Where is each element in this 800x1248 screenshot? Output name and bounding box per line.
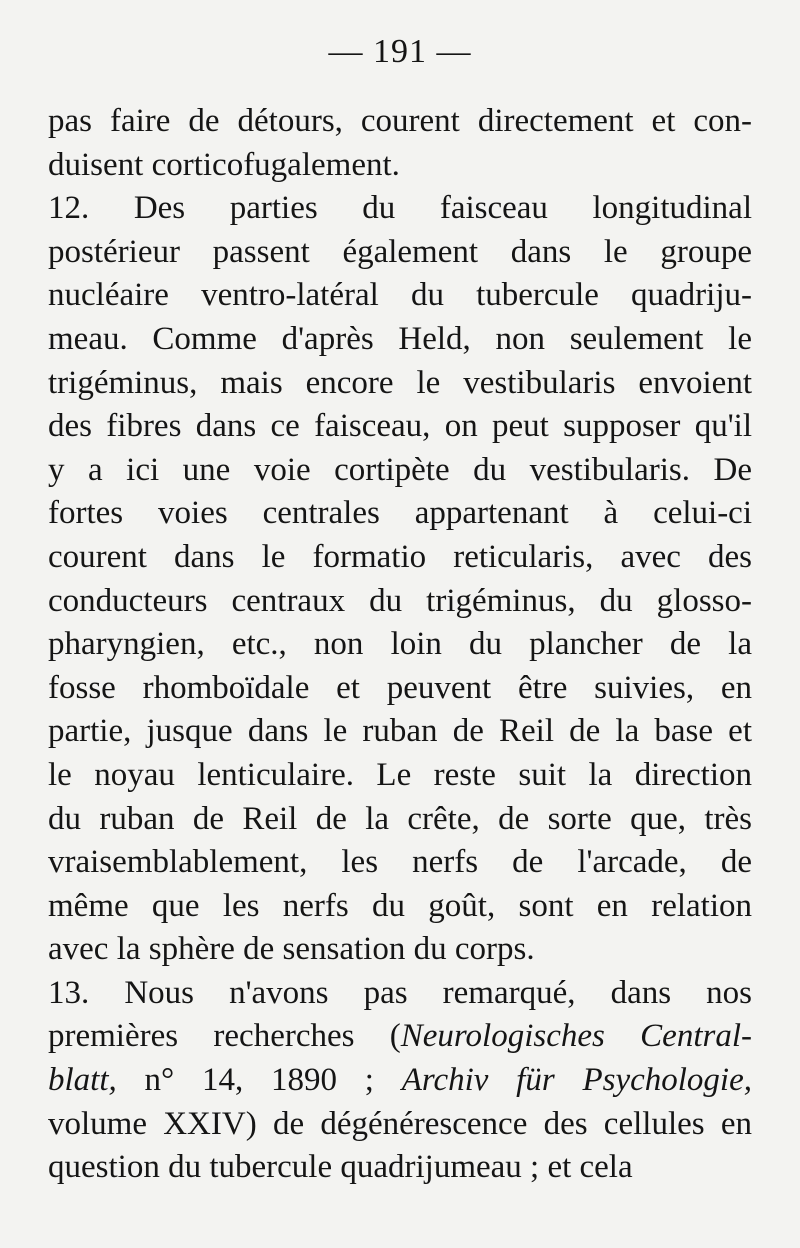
text-line: même que les nerfs du goût, sont en relation [48, 887, 752, 924]
text-line: partie, jusque dans le ruban de Reil de la base et [48, 713, 752, 750]
text-line-with-italic [48, 1015, 752, 1059]
text-line: fosse rhomboïdale et peuvent être suivies, en [48, 669, 752, 706]
text-line: nucléaire ventro-latéral du tubercule quadriju- [48, 277, 752, 314]
text-line: pas faire de détours, courent directement et con- [48, 103, 752, 139]
text-line: du ruban de Reil de la crête, de sorte que, très [48, 800, 752, 837]
text-line: vraisemblablement, les nerfs de l'arcade, de [48, 844, 752, 881]
text-segment: premières recherches ( [48, 1018, 401, 1055]
italic-segment: blatt, [48, 1062, 117, 1099]
text-line: question du tubercule quadrijumeau ; et cela [48, 1149, 633, 1186]
text-line-with-italic [48, 1059, 752, 1103]
text-line: courent dans le formatio reticularis, avec des [48, 538, 752, 575]
italic-segment: Neurologisches Central- [400, 1018, 752, 1055]
text-line: des fibres dans ce faisceau, on peut supposer qu'il [48, 408, 752, 445]
text-segment: n° 14, 1890 ; [116, 1062, 402, 1099]
page-number: — 191 — [328, 33, 472, 70]
text-line: meau. Comme d'après Held, non seulement le [48, 320, 752, 357]
text-line: volume XXIV) de dégénérescence des cellules en [48, 1105, 752, 1142]
italic-segment: Archiv für Psychologie, [401, 1062, 752, 1099]
text-line: avec la sphère de sensation du corps. [48, 931, 535, 968]
text-line: conducteurs centraux du trigéminus, du glosso- [48, 582, 752, 619]
text-line: duisent corticofugalement. [48, 146, 400, 183]
text-line: 13. Nous n'avons pas remarqué, dans nos [48, 974, 752, 1011]
text-line: pharyngien, etc., non loin du plancher de la [48, 626, 752, 663]
text-line: 12. Des parties du faisceau longitudinal [48, 190, 752, 227]
text-line: y a ici une voie cortipète du vestibularis. De [48, 451, 752, 488]
text-line: postérieur passent également dans le groupe [48, 233, 752, 270]
text-line: trigéminus, mais encore le vestibularis envoient [48, 364, 752, 401]
body-text [48, 100, 752, 1190]
text-line: le noyau lenticulaire. Le reste suit la direction [48, 756, 752, 793]
text-line: fortes voies centrales appartenant à celui-ci [48, 495, 752, 532]
